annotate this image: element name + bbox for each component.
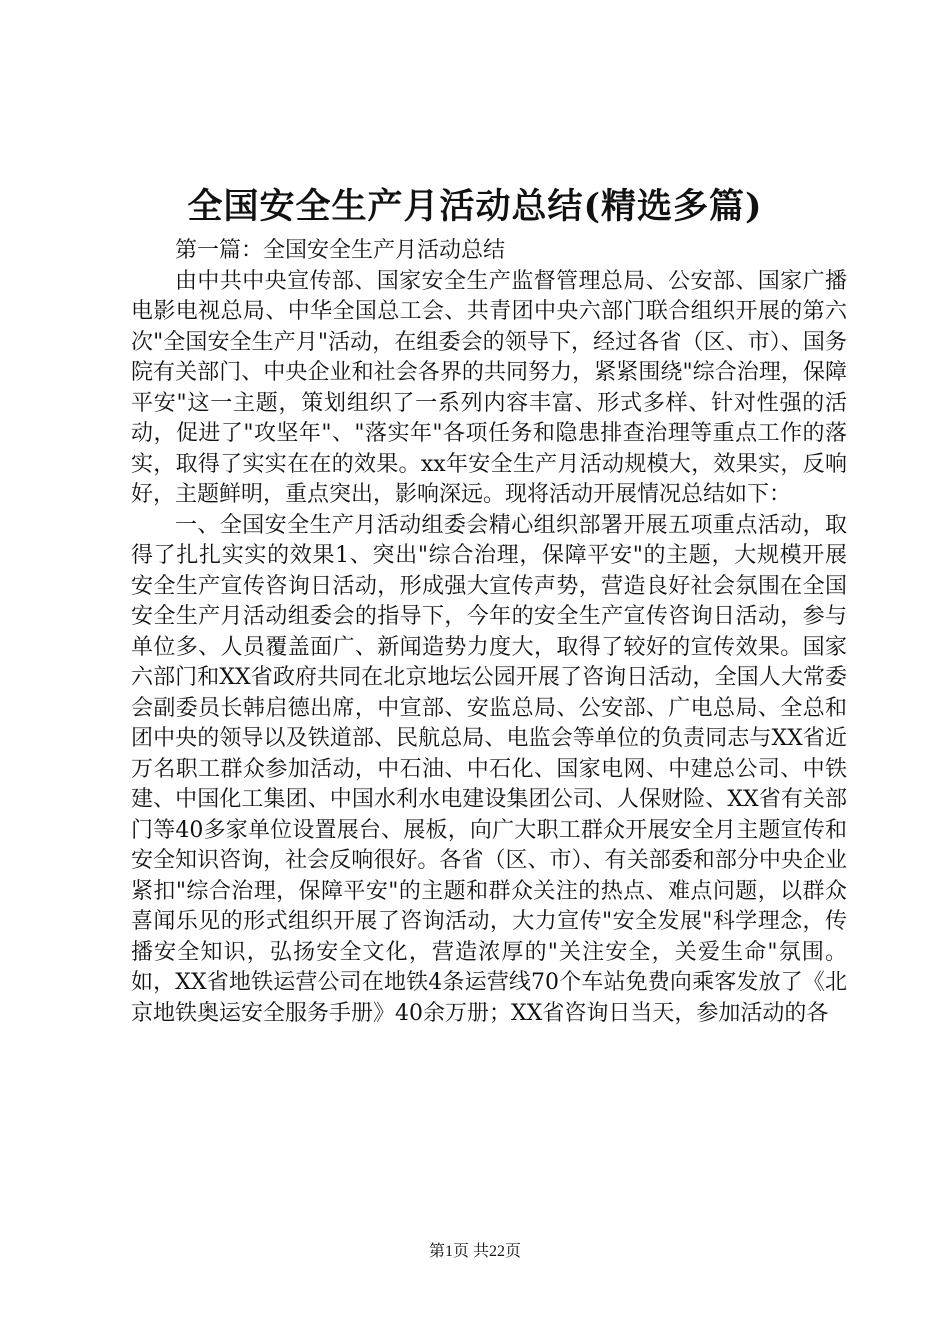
- document-body: [131, 236, 847, 1029]
- body-paragraph: 由中共中央宣传部、国家安全生产监督管理总局、公安部、国家广播电影电视总局、中华全国总工会、共青团中央六部门联合组织开展的第六次"全国安全生产月"活动，在组委会的领导下，经过各省（区、市）、国务院有关部门、中央企业和社会各界的共同努力，紧紧围绕"综合治理，保障平安"这一主题，策划组织了一系列内容丰富、形式多样、针对性强的活动，促进了"攻坚年"、"落实年"各项任务和隐患排查治理等重点工作的落实，取得了实实在在的效果。xx年安全生产月活动规模大，效果实，反响好，主题鲜明，重点突出，影响深远。现将活动开展情况总结如下：: [131, 268, 847, 507]
- page-number: 第1页 共22页: [428, 1243, 521, 1260]
- document-title: 全国安全生产月活动总结(精选多篇): [187, 186, 763, 227]
- body-paragraph: 一、全国安全生产月活动组委会精心组织部署开展五项重点活动，取得了扎扎实实的效果1、突出"综合治理，保障平安"的主题，大规模开展安全生产宣传咨询日活动，形成强大宣传声势，营造良好社会氛围在全国安全生产月活动组委会的指导下，今年的安全生产宣传咨询日活动，参与单位多、人员覆盖面广、新闻造势力度大，取得了较好的宣传效果。国家六部门和XX省政府共同在北京地坛公园开展了咨询日活动，全国人大常委会副委员长韩启德出席，中宣部、安监总局、公安部、广电总局、全总和团中央的领导以及铁道部、民航总局、电监会等单位的负责同志与XX省近万名职工群众参加活动，中石油、中石化、国家电网、中建总公司、中铁建、中国化工集团、中国水利水电建设集团公司、人保财险、XX省有关部门等40多家单位设置展台、展板，向广大职工群众开展安全月主题宣传和安全知识咨询，社会反响很好。各省（区、市）、有关部委和部分中央企业紧扣"综合治理，保障平安"的主题和群众关注的热点、难点问题，以群众喜闻乐见的形式组织开展了咨询活动，大力宣传"安全发展"科学理念，传播安全知识，弘扬安全文化，营造浓厚的"关注安全，关爱生命"氛围。如，XX省地铁运营公司在地铁4条运营线70个车站免费向乘客发放了《北京地铁奥运安全服务手册》40余万册；XX省咨询日当天，参加活动的各: [131, 512, 847, 1026]
- section-heading: 第一篇：全国安全生产月活动总结: [175, 238, 506, 263]
